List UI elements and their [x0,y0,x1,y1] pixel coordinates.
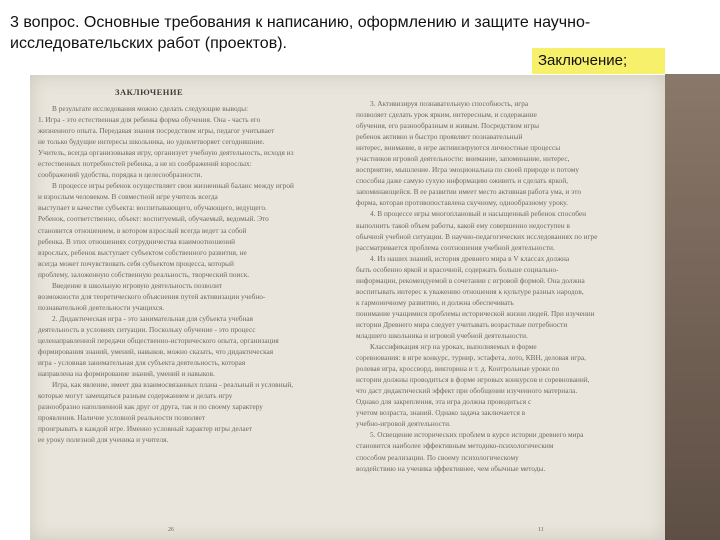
text-line: восприятие, мышление. Игра эмоциональна по своей природе и потому [356,165,579,175]
text-line: проявления. Наличие условной реальности позволяет [38,413,206,423]
text-line: разнообразно наполненной как друг от друга, так и по своему характеру [38,402,263,412]
text-line: В процессе игры ребенок осуществляет свои жизненный баланс между игрой [52,181,294,191]
text-line: Классификация игр на уроках, выполняемых в форме [370,342,537,352]
text-line: 2. Дидактическая игра - это занимательная для субъекта учебная [52,313,254,323]
text-line: Введение в школьную игровую деятельность позволит [52,280,223,290]
text-line: учетом возраста, знаний. Однако задача заключается в [356,408,526,418]
text-line: всегда может почувствовать себя субъектом процесса, который [38,258,234,268]
text-line: запоминающейся. В ее развитии имеет место активная работа ума, и это [356,187,582,197]
text-line: Игра, как явление, имеет два взаимосвязанных плана - реальный и условный, [52,380,294,390]
text-line: воспитывать интерес к уважению отношения к культуре разных народов, [356,286,584,296]
text-line: обычной учебной ситуации. В научно-педагогических исследованиях по игре [356,231,598,241]
left-page-text [38,103,320,445]
text-line: 1. Игра - это естественная для ребенка форма обучения. Она - часть его [38,115,261,125]
text-line: младшего школьника и игровой учебной деятельности. [356,330,528,340]
text-line: участников игровой деятельности: внимание, запоминание, интерес, [356,154,570,164]
page-heading: ЗАКЛЮЧЕНИЕ [115,87,184,97]
text-line: проигрывать в каждой игре. Именно условный характер игры делает [38,424,253,434]
text-line: способом реализации. По своему психологическому [356,452,519,462]
text-line: способна даже самую сухую информацию оживить и сделать яркой, [356,176,568,186]
text-line: становится наиболее эффективным методико-психологическим [356,441,554,451]
right-page [348,75,648,540]
text-line: соревнования: в игре конкурс, турнир, эстафета, лото, КВН, деловая игра, [356,353,586,363]
text-line: ее уроку полезной для ученика и учителя. [38,435,169,445]
text-line: ролевая игра, кроссворд, викторина и т. д. Контрольные уроки по [356,364,560,374]
text-line: Однако для закрепления, эта игра должна проводиться с [356,397,532,407]
text-line: взрослых, ребенок выступает субъектом собственного развития, не [38,247,247,257]
scanned-document [30,75,665,540]
text-line: истории должны проводиться в форме игровых конкурсов и соревнований, [356,375,590,385]
text-line: выполнить такой объем работы, какой ему совершенно недоступен в [356,220,570,230]
text-line: естественных потребностей ребенка, а не из соображений взрослых: [38,159,252,169]
text-line: которые могут замещаться разным содержанием и делать игру [38,391,233,401]
text-line: проблему, заложенную собственную реальность, творческий поиск. [38,269,250,279]
text-line: направлена на формирование знаний, умений и навыков. [38,369,215,379]
text-line: учебно-игровой деятельности. [356,419,451,429]
section-label: Заключение; [532,48,665,74]
text-line: 5. Освещение исторических проблем в курсе истории древнего мира [370,430,584,440]
text-line: рассматривается проблема соотношения учебной деятельности. [356,242,555,252]
text-line: игра - условная занимательная для субъекта деятельность, которая [38,358,246,368]
text-line: воздействию на ученика эффективнее, чем обычные методы. [356,463,546,473]
text-line: истории Древнего мира следует учитывать возрастные потребности [356,319,568,329]
text-line: жизненного опыта. Передавая знания посредством игры, педагог учитывает [38,126,275,136]
text-line: 3. Активизируя познавательную способность, игра [370,99,529,108]
text-line: становится отношением, в котором взрослый всегда ведет за собой [38,225,247,235]
text-line: позволяет сделать урок ярким, интересным, и содержание [356,110,537,120]
text-line: понимание учащимися проблемы исторической жизни людей. При изучении [356,308,595,318]
left-page-number: 26 [168,527,174,533]
text-line: и взрослым человеком. В совместной игре учитель всегда [38,192,218,202]
text-line: ребенок активно и быстро проявляет познавательный [356,132,523,142]
text-line: соображений удобства, порядка и целесообразности. [38,170,203,180]
text-line: 4. Из наших знаний, история древнего мира в V классах должна [370,253,570,263]
text-line: В результате исследования можно сделать следующие выводы: [52,104,249,113]
text-line: не только будущие интересы школьника, но удовлетворяет сегодняшние. [38,137,265,147]
slide-title: 3 вопрос. Основные требования к написанию, оформлению и защите научно-исследовательских работ (проектов). [10,14,591,52]
text-line: к гармоничному развитию, и должна обеспечивать [356,297,514,307]
text-line: форма, которая противопоставлена скучному, однообразному уроку. [356,198,568,208]
text-line: познавательной деятельности учащихся. [38,302,165,312]
text-line: выступает в качестве субъекта: воспитывающего, обучающего, ведущего. [38,203,267,213]
text-line: возможности для теоретического объяснения путей активизации учебно- [38,291,266,301]
text-line: деятельность в условиях ситуации. Поскольку обучение - это процесс [38,324,256,334]
text-line: что даст дидактический эффект при обобщении изученного материала. [356,386,578,396]
text-line: 4. В процессе игры многоплановый и насыщенный ребенок способен [370,209,587,219]
text-line: Ребенок, соответственно, объект: воспитуемый, обучаемый, ведомый. Это [38,214,269,224]
right-page-text [356,98,648,474]
text-line: Учитель, всегда организовывая игру, организует учебную деятельность, исходя из [38,148,294,158]
text-line: информации, рекомендуемой в сочетании с игровой формой. Она должна [356,275,585,285]
left-page [30,75,320,540]
text-line: формирования знаний, умений, навыков, можно сказать, что дидактическая [38,347,274,357]
text-line: ребенка. В этих отношениях сотрудничества взаимоотношений [38,236,236,246]
text-line: интерес, внимание, в игре активизируются личностные процессы [356,143,561,153]
text-line: быть особенно яркой и красочной, содержать больше социально- [356,264,559,274]
right-page-number: 11 [538,527,544,533]
text-line: целенаправленной передачи общественно-исторического опыта, организация [38,335,279,345]
decorative-side-strip [665,74,720,540]
text-line: обучения, его разнообразным и живым. Посредством игры [356,121,540,131]
